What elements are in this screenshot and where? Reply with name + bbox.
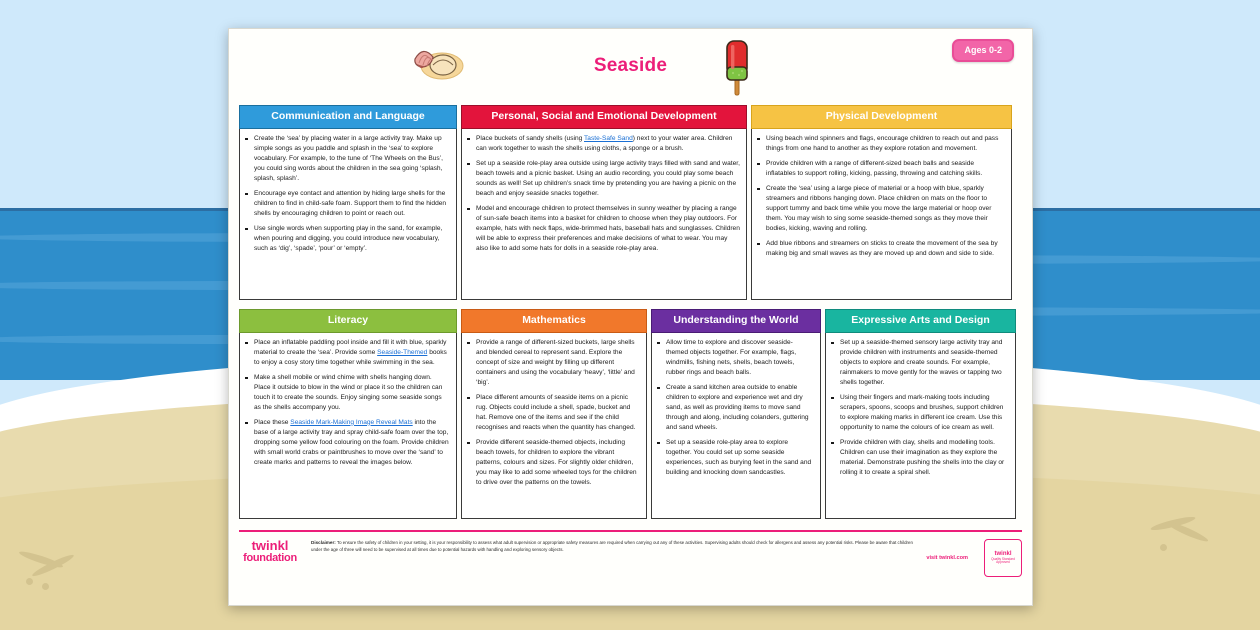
- activity-item: [830, 438, 1009, 478]
- column-body: [239, 129, 457, 300]
- activity-text: Place these: [254, 418, 291, 426]
- activity-text: Provide different seaside-themed objects, including beach towels, for children to explore the vibrant patterns, colours and sizes. For slightly older children, you may like to add some wheeled toys for the children to drive over the patterns on the towels.: [476, 438, 637, 486]
- twinkl-quality-badge: [984, 539, 1022, 577]
- activity-item: [756, 239, 1005, 259]
- ice-lolly-icon: [717, 37, 757, 102]
- activity-text: Model and encourage children to protect themselves in sunny weather by placing a range of sun-safe beach items into a basket for children to choose when they play outdoors. For example, hats with neck flaps, wide-brimmed hats, baseball hats and sunglasses. Children will be able to express their preferences and make decisions of what to wear. You may also like to add some hats for dolls in a seaside role-play area.: [476, 204, 740, 252]
- column-header: Literacy: [239, 309, 457, 333]
- activity-item: [466, 159, 740, 199]
- activity-text: Add blue ribbons and streamers on sticks to create the movement of the sea by making big and small waves as they are moved up and down and side to side.: [766, 239, 998, 257]
- badge-line-2: Quality Standard Approved: [991, 556, 1015, 565]
- column-header: Mathematics: [461, 309, 647, 333]
- activity-text: into the base of a large activity tray and spray child-safe foam over the top, dropping some yellow food colouring on the foam. Provide children with small world crabs or paintbrushes to move over the ‘sand’ to create marks and patterns to reveal the images below.: [254, 418, 449, 466]
- activity-item: [466, 338, 640, 388]
- activity-text: Place buckets of sandy shells (using: [476, 134, 585, 142]
- sheet-footer: [239, 530, 1022, 577]
- activity-list: [466, 338, 640, 488]
- badge-line-1: twinkl: [994, 551, 1012, 558]
- activity-text: Provide children with a range of different-sized beach balls and seaside inflatables to support rolling, kicking, passing, throwing and catching skills.: [766, 159, 983, 177]
- column-body: [461, 129, 747, 300]
- disclaimer-label: Disclaimer:: [311, 540, 336, 545]
- activity-item: [656, 438, 814, 478]
- logo-line-2: foundation: [243, 551, 297, 564]
- column-header: Physical Development: [751, 105, 1012, 129]
- column-physical-development: [751, 105, 1012, 300]
- activity-item: [466, 438, 640, 488]
- activity-list: [830, 338, 1009, 478]
- disclaimer-text: [311, 539, 916, 554]
- activity-text: Using their fingers and mark-making tools including scrapers, spoons, scoops and brushes, support children to explore making marks in different ice cream. Use this opportunity to name the colours of ice cream as well.: [840, 393, 1004, 431]
- column-header: Understanding the World: [651, 309, 821, 333]
- column-body: [825, 333, 1016, 519]
- column-body: [461, 333, 647, 519]
- activity-item: [830, 393, 1009, 433]
- activity-text: Place an inflatable paddling pool inside and fill it with blue, sparkly material to create the ‘sea’. Provide some: [254, 338, 447, 356]
- activity-text: Provide a range of different-sized buckets, large shells and blended cereal to represent sand. Explore the concept of size and weight by filling up different containers and using the vocabulary ‘heavy’, ‘little’ and ‘big’.: [476, 338, 635, 386]
- activity-text: Using beach wind spinners and flags, encourage children to reach out and pass things from one hand to another as they explore rotation and movement.: [766, 134, 999, 152]
- activity-item: [244, 224, 450, 254]
- age-range-badge: Ages 0-2: [952, 39, 1014, 62]
- activity-item: [244, 189, 450, 219]
- activity-item: [244, 418, 450, 468]
- activity-sheet: [228, 28, 1033, 606]
- activity-text: books to enjoy a cosy story time together while swimming in the sea.: [254, 348, 447, 366]
- column-body: [239, 333, 457, 519]
- activity-list: [656, 338, 814, 478]
- column-communication-and-language: [239, 105, 457, 300]
- activity-text: Set up a seaside-themed sensory large activity tray and provide children with instruments and seaside-themed objects to explore and create sounds. For example, rainmakers to move gently for the waves or tapping two shells together.: [840, 338, 1003, 386]
- page-title: Seaside: [593, 55, 668, 76]
- column-understanding-the-world: [651, 309, 821, 519]
- activity-item: [756, 134, 1005, 154]
- twinkl-foundation-logo: [239, 539, 301, 564]
- resource-link[interactable]: Taste-Safe Sand: [584, 134, 633, 142]
- activity-text: Create the ‘sea’ by placing water in a large activity tray. Make up simple songs as you paddle and splash in the ‘sea’ to explore vocabulary. For example, to the tune of ‘The Wheels on the Bus’, you could sing words about the children in the sea going ‘splash, splash, splash’.: [254, 134, 443, 182]
- activity-text: ) next to your water area. Children can work together to wash the shells using cloths, a sponge or a brush.: [476, 134, 733, 152]
- column-header: Personal, Social and Emotional Development: [461, 105, 747, 129]
- activity-item: [756, 159, 1005, 179]
- column-literacy: [239, 309, 457, 519]
- activity-text: Set up a seaside role-play area outside using large activity trays filled with sand and water, beach towels and a picnic basket. Using an audio recording, you could play some beach sounds as well! Set up children’s snack time by pretending you are having a picnic on the beach and enjoy seaside snacks together.: [476, 159, 740, 197]
- activity-item: [656, 383, 814, 433]
- sheet-header: [239, 29, 1022, 105]
- column-expressive-arts-and-design: [825, 309, 1016, 519]
- activity-item: [244, 134, 450, 184]
- column-header: Communication and Language: [239, 105, 457, 129]
- activity-list: [244, 134, 450, 254]
- activity-text: Create a sand kitchen area outside to enable children to explore and experience wet and dry sand, as well as providing items to move sand through and along, including colanders, guttering and sand wheels.: [666, 383, 809, 431]
- visit-link[interactable]: visit twinkl.com: [926, 555, 968, 561]
- activity-list: [466, 134, 740, 254]
- activity-item: [830, 338, 1009, 388]
- activity-item: [244, 338, 450, 368]
- activity-text: Use single words when supporting play in the sand, for example, when pouring and digging, you could introduce new vocabulary, such as ‘dig’, ‘spade’, ‘pour’ or ‘empty’.: [254, 224, 443, 252]
- activity-text: Encourage eye contact and attention by hiding large shells for the children to find in child-safe foam. Support them to find the hidden shells by encouraging children to point or reach out.: [254, 189, 447, 217]
- activity-item: [656, 338, 814, 378]
- activity-item: [466, 204, 740, 254]
- column-body: [751, 129, 1012, 300]
- activity-list: [756, 134, 1005, 259]
- disclaimer-body: To ensure the safety of children in your setting, it is your responsibility to assess what adult supervision or appropriate safety measures are required when carrying out any of these activities. Supervising adults should check for allergens and assess any potential risks. Please be aware that children under the age of three will need to be supervised at all times due to potential hazards with handling and exploring sensory objects.: [311, 540, 913, 552]
- activity-text: Make a shell mobile or wind chime with shells hanging down. Place it outside to blow in the wind or place it so the children can touch it to create the sounds. Enjoy singing some seaside songs as the shells accompany you.: [254, 373, 443, 411]
- activity-item: [466, 134, 740, 154]
- column-header: Expressive Arts and Design: [825, 309, 1016, 333]
- activity-item: [756, 184, 1005, 234]
- activity-item: [244, 373, 450, 413]
- eyfs-areas-row-1: [239, 105, 1022, 300]
- activity-text: Provide children with clay, shells and modelling tools. Children can use their imagination as they explore the material. Demonstrate pushing the shells into the clay or rolling it to create a spiral shell.: [840, 438, 1005, 476]
- eyfs-areas-row-2: [239, 309, 1022, 519]
- column-mathematics: [461, 309, 647, 519]
- activity-text: Create the ‘sea’ using a large piece of material or a hoop with blue, sparkly streamers and ribbons hanging down. Place children on mats on the floor to support tummy and back time while you move the large material or hoop over them. You may wish to sing some seaside-themed songs as they move their bodies, kicking, waving and rolling.: [766, 184, 992, 232]
- logo-line-1: twinkl: [251, 538, 289, 553]
- activity-item: [466, 393, 640, 433]
- column-personal-social-and-emotional-development: [461, 105, 747, 300]
- activity-text: Allow time to explore and discover seaside-themed objects together. For example, flags, windmills, fishing nets, shells, beach towels, rubber rings and beach balls.: [666, 338, 797, 376]
- activity-text: Place different amounts of seaside items on a picnic rug. Objects could include a shell, spade, bucket and hat. Remove one of the items and see if the child recognises and reacts when the quantity has changed.: [476, 393, 636, 431]
- activity-list: [244, 338, 450, 468]
- activity-text: Set up a seaside role-play area to explore together. You could set up some seaside experiences, such as burying feet in the sand and building and knocking down sandcastles.: [666, 438, 812, 476]
- resource-link[interactable]: Seaside Mark-Making Image Reveal Mats: [290, 418, 413, 426]
- resource-link[interactable]: Seaside-Themed: [377, 348, 428, 356]
- column-body: [651, 333, 821, 519]
